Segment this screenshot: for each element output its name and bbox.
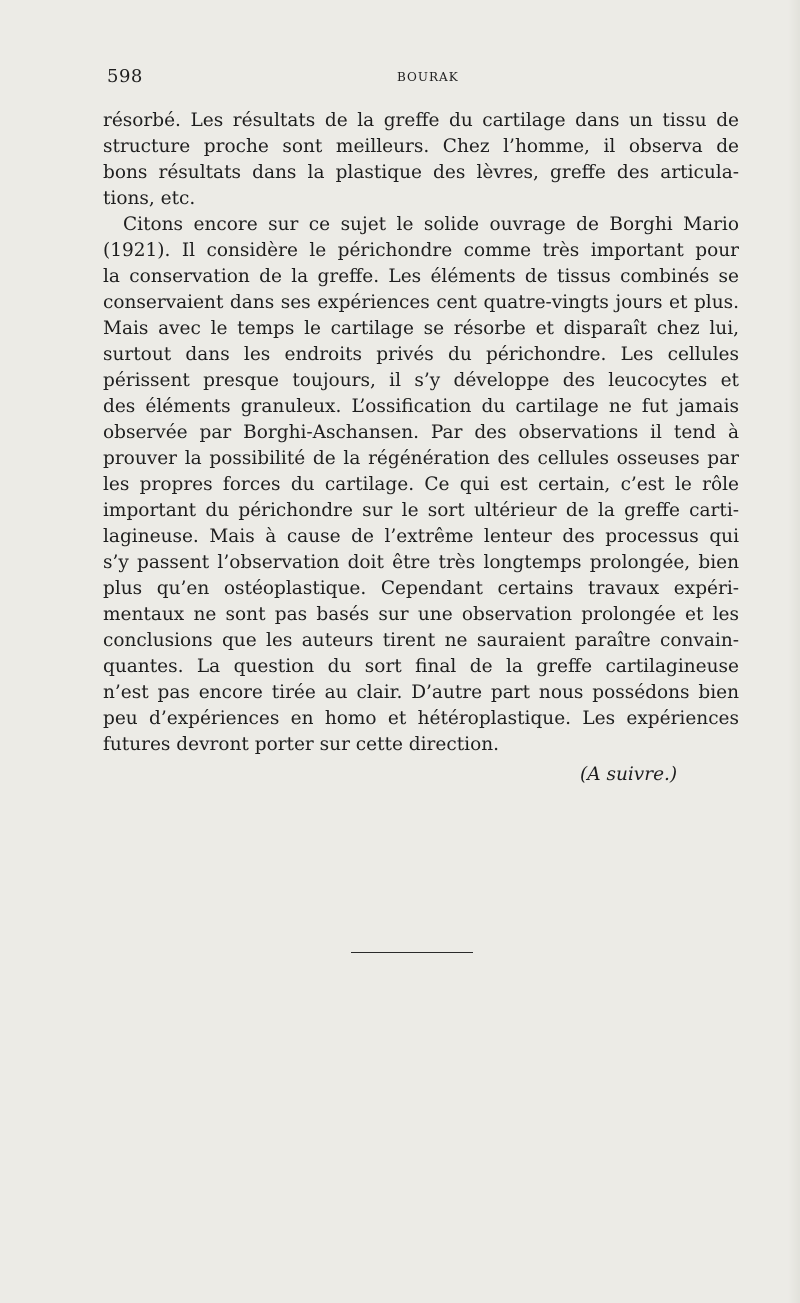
text-line: Mais avec le temps le cartilage se résorbe et disparaît chez lui, [103, 318, 739, 339]
text-line: les propres forces du cartilage. Ce qui est certain, c’est le rôle [103, 474, 739, 495]
body-text [103, 108, 739, 758]
text-line: plus qu’en ostéoplastique. Cependant certains travaux expéri- [103, 578, 739, 599]
text-line: n’est pas encore tirée au clair. D’autre part nous possédons bien [103, 682, 739, 703]
separator-rule [351, 952, 473, 953]
text-line: important du périchondre sur le sort ultérieur de la greffe carti- [103, 500, 739, 521]
text-line: mentaux ne sont pas basés sur une observation prolongée et les [103, 604, 739, 625]
page-edge-shadow [788, 0, 800, 1303]
text-line: tions, etc. [103, 188, 196, 209]
text-line: conservaient dans ses expériences cent quatre-vingts jours et plus. [103, 292, 739, 313]
text-line: observée par Borghi-Aschansen. Par des observations il tend à [103, 422, 739, 443]
text-line: futures devront porter sur cette direction. [103, 734, 499, 755]
text-line: structure proche sont meilleurs. Chez l’homme, il observa de [103, 136, 739, 157]
text-line: Citons encore sur ce sujet le solide ouvrage de Borghi Mario [123, 214, 739, 235]
page-number: 598 [107, 66, 143, 87]
text-line: la conservation de la greffe. Les éléments de tissus combinés se [103, 266, 739, 287]
text-line: quantes. La question du sort final de la greffe cartilagineuse [103, 656, 739, 677]
running-head-author: BOURAK [397, 70, 459, 84]
text-line: s’y passent l’observation doit être très longtemps prolongée, bien [103, 552, 739, 573]
text-line: (1921). Il considère le périchondre comme très important pour [103, 240, 739, 261]
continuation-note: (A suivre.) [580, 764, 678, 785]
text-line: périssent presque toujours, il s’y développe des leucocytes et [103, 370, 739, 391]
text-line: bons résultats dans la plastique des lèvres, greffe des articula- [103, 162, 739, 183]
text-line: conclusions que les auteurs tirent ne sauraient paraître convain- [103, 630, 739, 651]
text-line: des éléments granuleux. L’ossification du cartilage ne fut jamais [103, 396, 739, 417]
text-line: résorbé. Les résultats de la greffe du cartilage dans un tissu de [103, 110, 739, 131]
text-line: prouver la possibilité de la régénération des cellules osseuses par [103, 448, 739, 469]
running-head [107, 66, 737, 90]
text-line: surtout dans les endroits privés du périchondre. Les cellules [103, 344, 739, 365]
text-line: peu d’expériences en homo et hétéroplastique. Les expériences [103, 708, 739, 729]
text-line: lagineuse. Mais à cause de l’extrême lenteur des processus qui [103, 526, 739, 547]
